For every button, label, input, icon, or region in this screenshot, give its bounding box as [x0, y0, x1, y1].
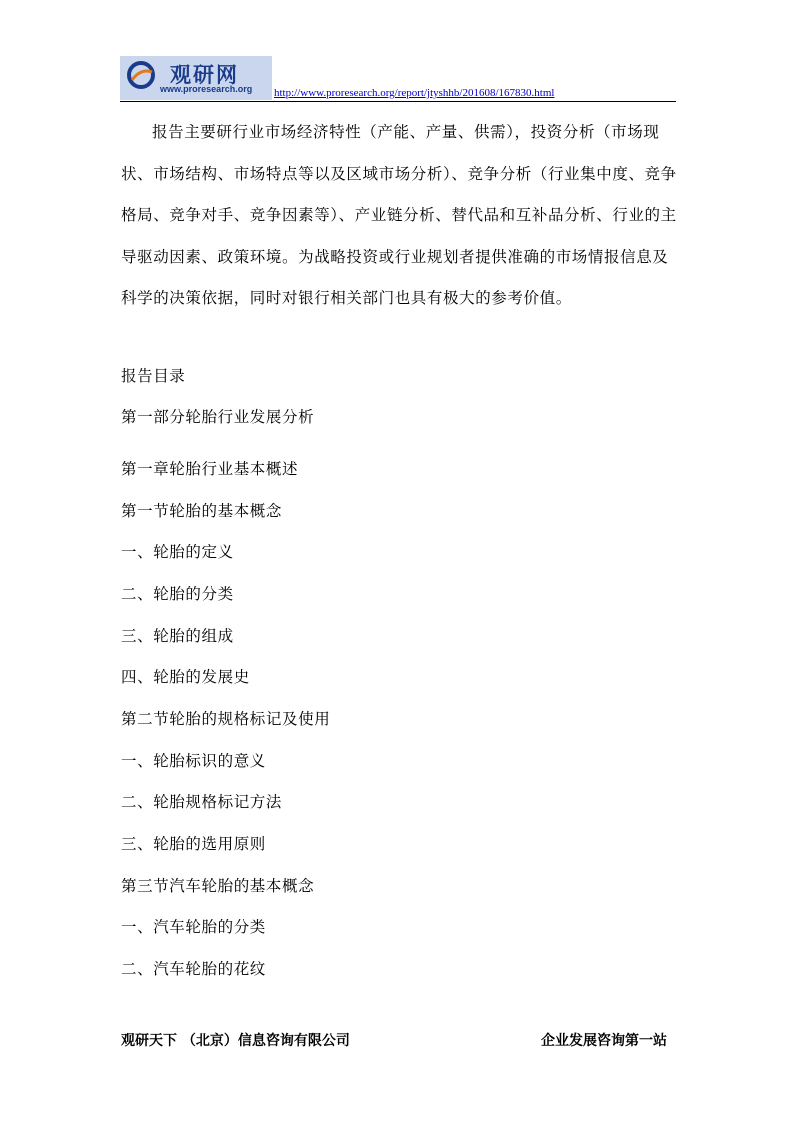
report-url-link[interactable]: http://www.proresearch.org/report/jtyshhb/201608/167830.html: [274, 87, 555, 99]
toc-section: 第一节轮胎的基本概念: [121, 502, 283, 520]
toc-item: 四、轮胎的发展史: [121, 668, 250, 686]
toc-part: 第一部分轮胎行业发展分析: [121, 408, 315, 426]
logo: [120, 56, 272, 100]
toc-section: 第三节汽车轮胎的基本概念: [121, 877, 315, 895]
toc-item: 一、轮胎的定义: [121, 543, 234, 561]
toc-item: 一、汽车轮胎的分类: [121, 918, 266, 936]
toc-item: 三、轮胎的组成: [121, 627, 234, 645]
toc-chapter: 第一章轮胎行业基本概述: [121, 460, 299, 478]
footer-slogan: 企业发展咨询第一站: [541, 1033, 667, 1049]
header-divider: [120, 101, 676, 102]
toc-item: 一、轮胎标识的意义: [121, 752, 266, 770]
logo-name: 观研网: [170, 63, 239, 87]
toc-heading: 报告目录: [121, 367, 186, 385]
toc-item: 二、轮胎的分类: [121, 585, 234, 603]
toc-item: 三、轮胎的选用原则: [121, 835, 266, 853]
logo-url: www.proresearch.org: [160, 84, 253, 94]
toc-item: 二、汽车轮胎的花纹: [121, 960, 266, 978]
logo-swirl-icon: [126, 60, 156, 90]
footer-company: 观研天下 （北京）信息咨询有限公司: [121, 1033, 350, 1049]
toc-section: 第二节轮胎的规格标记及使用: [121, 710, 331, 728]
intro-paragraph: 报告主要研行业市场经济特性（产能、产量、供需），投资分析（市场现状、市场结构、市场特点等以及区域市场分析）、竞争分析（行业集中度、竞争格局、竞争对手、竞争因素等）、产业链分析、替代品和互补品分析、行业的主导驱动因素、政策环境。为战略投资或行业规划者提供准确的市场情报信息及科学的决策依据，同时对银行相关部门也具有极大的参考价值。: [121, 123, 677, 307]
toc-item: 二、轮胎规格标记方法: [121, 793, 283, 811]
page-header: [120, 56, 676, 102]
